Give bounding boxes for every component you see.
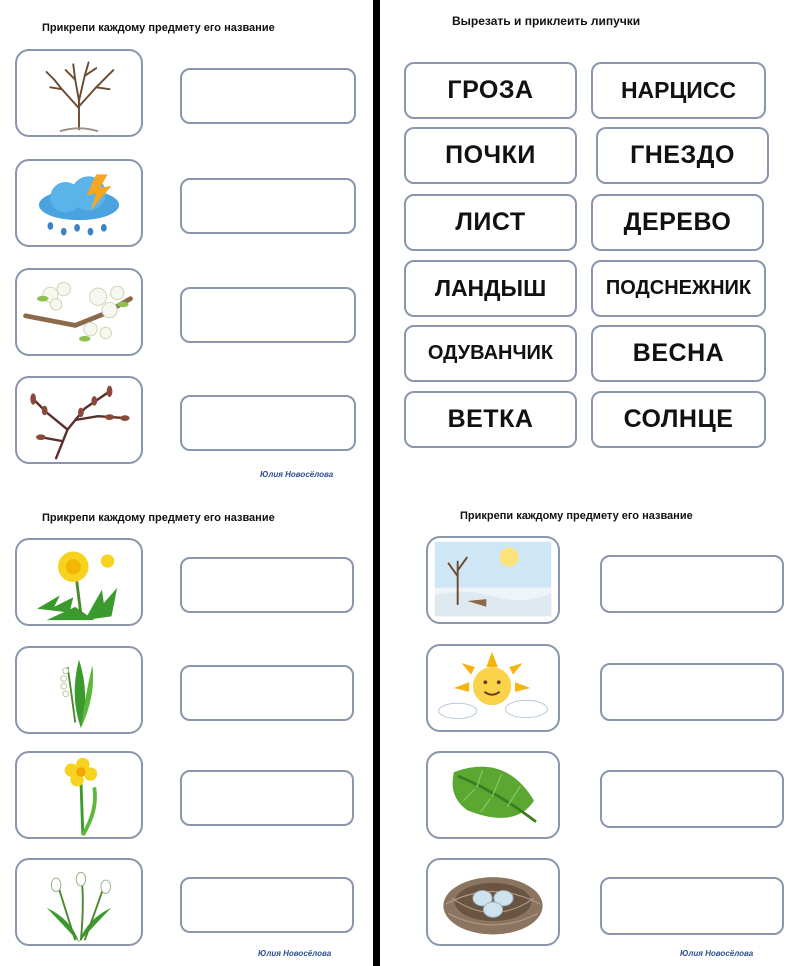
word-card[interactable]: ВЕТКА [404,391,577,448]
picture-card [15,751,143,839]
answer-slot[interactable] [180,395,356,451]
picture-card [15,49,143,137]
blossom-branch-icon [17,270,141,354]
divider-vertical-bottom [373,486,380,966]
answer-slot[interactable] [180,557,354,613]
answer-slot[interactable] [180,877,354,933]
picture-card [15,376,143,464]
page-title: Вырезать и приклеить липучки [452,14,641,28]
word-card[interactable]: ВЕСНА [591,325,766,382]
sun-icon [428,646,558,730]
thunder-cloud-icon [17,161,141,245]
page-title: Прикрепи каждому предмету его название [42,512,275,524]
tree-icon [17,51,141,135]
word-card[interactable]: ДЕРЕВО [591,194,764,251]
picture-card [15,268,143,356]
dandelion-icon [17,540,141,624]
answer-slot[interactable] [600,663,784,721]
answer-slot[interactable] [600,555,784,613]
picture-card [426,858,560,946]
answer-slot[interactable] [180,178,356,234]
picture-card [426,536,560,624]
word-card[interactable]: ОДУВАНЧИК [404,325,577,382]
answer-slot[interactable] [180,287,356,343]
word-card[interactable]: НАРЦИСС [591,62,766,119]
author-signature: Юлия Новосёлова [258,949,332,958]
answer-slot[interactable] [180,770,354,826]
snowdrop-icon [17,860,141,944]
willow-buds-icon [17,378,141,462]
daffodil-icon [17,753,141,837]
leaf-icon [428,753,558,837]
picture-card [426,644,560,732]
worksheet-top-left [0,0,373,485]
word-card[interactable]: ЛАНДЫШ [404,260,577,317]
word-card[interactable]: ГНЕЗДО [596,127,769,184]
answer-slot[interactable] [600,770,784,828]
author-signature: Юлия Новосёлова [680,949,754,958]
page-title: Прикрепи каждому предмету его название [42,22,275,34]
word-card[interactable]: ГРОЗА [404,62,577,119]
author-signature: Юлия Новосёлова [260,470,334,479]
page-title: Прикрепи каждому предмету его название [460,510,693,522]
picture-card [15,159,143,247]
nest-icon [428,860,558,944]
divider-vertical-top [373,0,380,486]
spring-landscape-icon [428,538,558,622]
worksheet-bottom-left [0,486,373,966]
word-card[interactable]: ПОДСНЕЖНИК [591,260,766,317]
word-card[interactable]: ПОЧКИ [404,127,577,184]
answer-slot[interactable] [180,68,356,124]
picture-card [15,646,143,734]
answer-slot[interactable] [600,877,784,935]
word-card[interactable]: ЛИСТ [404,194,577,251]
picture-card [15,858,143,946]
lily-of-the-valley-icon [17,648,141,732]
picture-card [15,538,143,626]
answer-slot[interactable] [180,665,354,721]
worksheet-top-right [380,0,800,485]
worksheet-bottom-right [380,486,800,966]
picture-card [426,751,560,839]
word-card[interactable]: СОЛНЦЕ [591,391,766,448]
